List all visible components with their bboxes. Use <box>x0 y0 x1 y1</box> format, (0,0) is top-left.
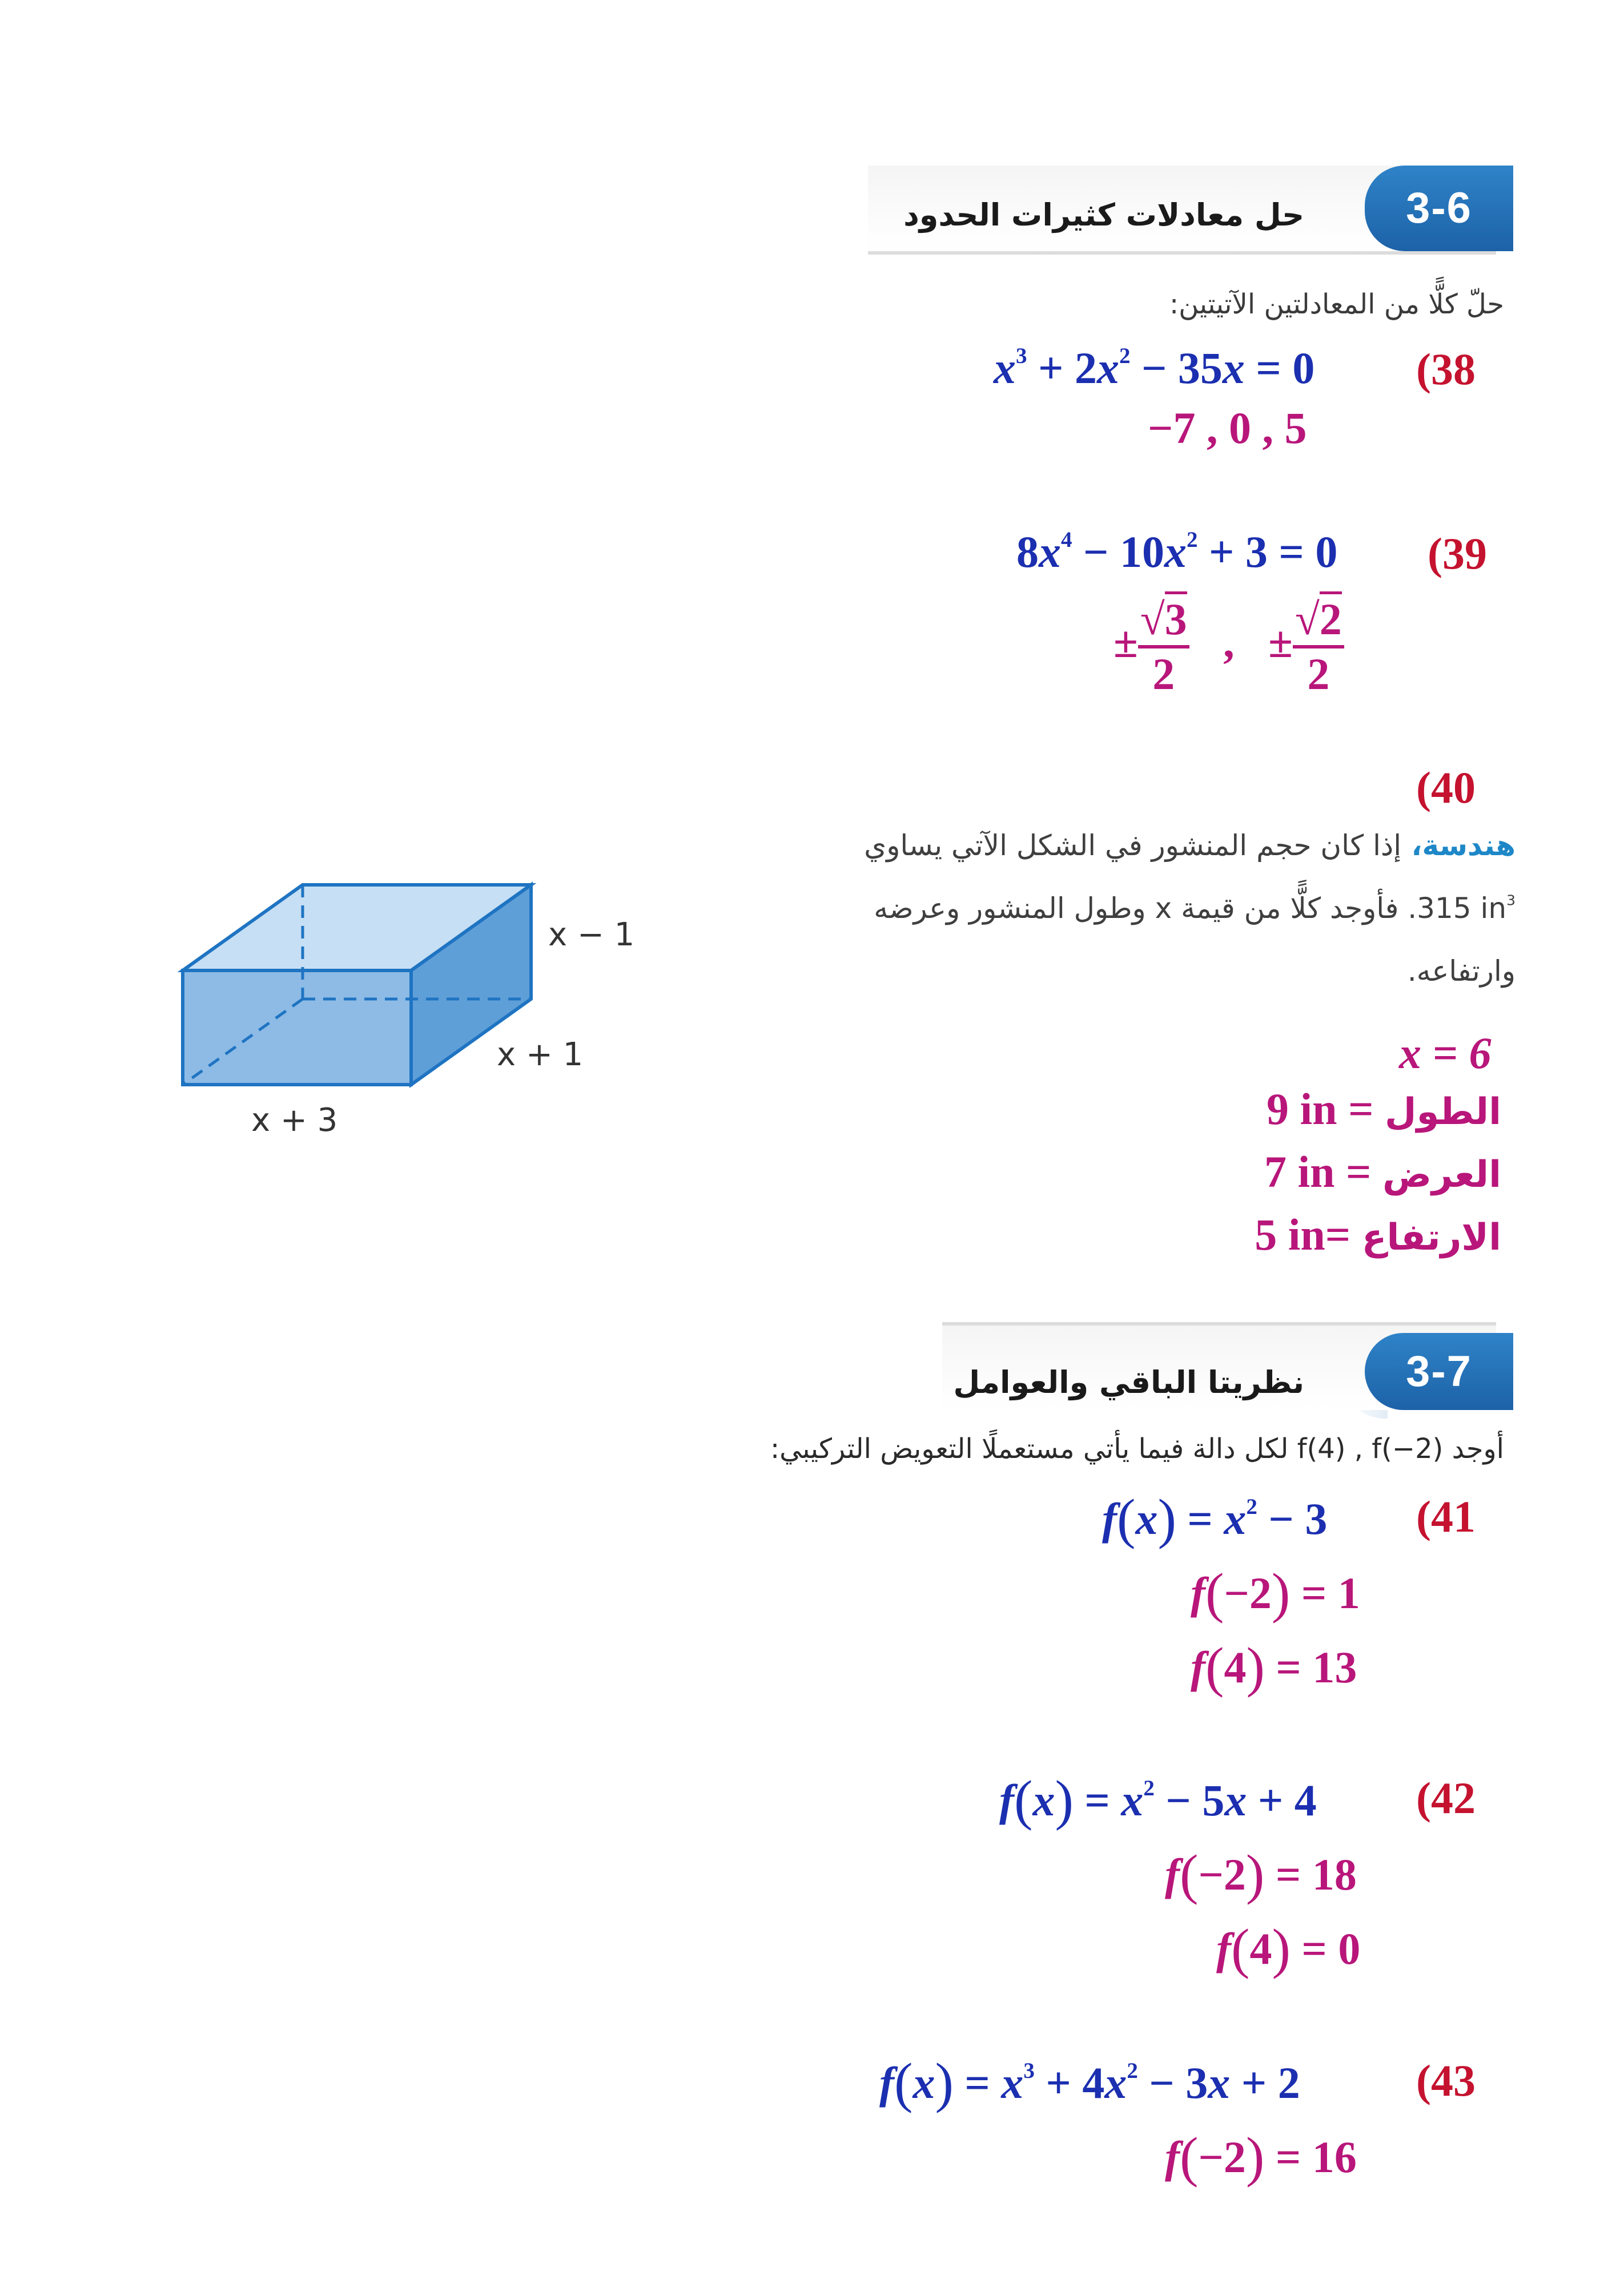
prism-width-label: x + 1 <box>497 1036 584 1073</box>
problem-number-39: (39 <box>1428 529 1487 578</box>
equation-41: $f(x) = x^2 - 3$ <box>1102 1488 1328 1550</box>
result-x: x = 6 <box>1399 1028 1492 1078</box>
section-badge: 3-6 <box>1365 166 1513 251</box>
result-height: 5 in= الارتفاع <box>1255 1210 1501 1259</box>
problem-number-40: (40 <box>1416 763 1476 812</box>
fraction-sqrt3-over-2: $\frac{√3}{2}$ <box>1138 594 1189 700</box>
problem-number-42: (42 <box>1416 1773 1476 1823</box>
instruction-3-6: حلّ كلًّا من المعادلتين الآتيتين: <box>1169 288 1504 320</box>
prism-front-face <box>183 970 411 1085</box>
prism-length-label: x + 3 <box>251 1102 338 1139</box>
answer-42-f-4: f(4) = 0 <box>1216 1918 1361 1980</box>
answer-38: −7 , 0 , 5 <box>1148 403 1307 453</box>
result-width: 7 in = العرض <box>1264 1147 1501 1197</box>
section-title: حل معادلات كثيرات الحدود <box>903 197 1304 233</box>
topic-label: هندسة <box>1422 829 1516 862</box>
answer-41-f-neg2: f(−2) = 1 <box>1191 1562 1360 1624</box>
section-title: نظريتا الباقي والعوامل <box>953 1364 1304 1400</box>
equation-43: $f(x) = x^3 + 4x^2 - 3x + 2$ <box>879 2052 1300 2114</box>
problem-number-41: (41 <box>1416 1492 1476 1541</box>
problem-number-43: (43 <box>1416 2056 1476 2105</box>
instruction-3-7: أوجد f(4) , f(−2) لكل دالة فيما يأتي مستعملًا التعويض التركيبي: <box>770 1433 1504 1465</box>
answer-41-f-4: f(4) = 13 <box>1191 1637 1357 1698</box>
answer-43-f-neg2: f(−2) = 16 <box>1165 2126 1357 2188</box>
problem-40-line3: وارتفاعه. <box>1407 954 1516 988</box>
prism-figure <box>160 856 719 1176</box>
equation-39: $8x^4 - 10x^2 + 3 = 0$ <box>1016 527 1338 577</box>
problem-number-38: (38 <box>1416 344 1476 394</box>
equation-42: $f(x) = x^2 - 5x + 4$ <box>999 1770 1317 1831</box>
problem-40-line1: هندسة، إذا كان حجم المنشور في الشكل الآتي يساوي <box>864 829 1516 862</box>
answer-42-f-neg2: f(−2) = 18 <box>1165 1844 1357 1906</box>
prism-height-label: x − 1 <box>548 916 635 953</box>
fraction-sqrt2-over-2: $\frac{√2}{2}$ <box>1293 594 1344 700</box>
result-length: 9 in = الطول <box>1267 1084 1501 1134</box>
section-rule <box>868 251 1496 255</box>
answer-39: ± $\frac{√3}{2}$ , ± $\frac{√2}{2}$ <box>1114 594 1344 700</box>
equation-38: $x^3 + 2x^2 - 35x = 0$ <box>994 343 1315 393</box>
problem-40-line2: 315 $in^3$. فأوجد كلًّا من قيمة x وطول المنشور وعرضه <box>874 892 1516 925</box>
section-rule <box>942 1322 1496 1326</box>
section-badge: 3-7 <box>1365 1333 1513 1410</box>
